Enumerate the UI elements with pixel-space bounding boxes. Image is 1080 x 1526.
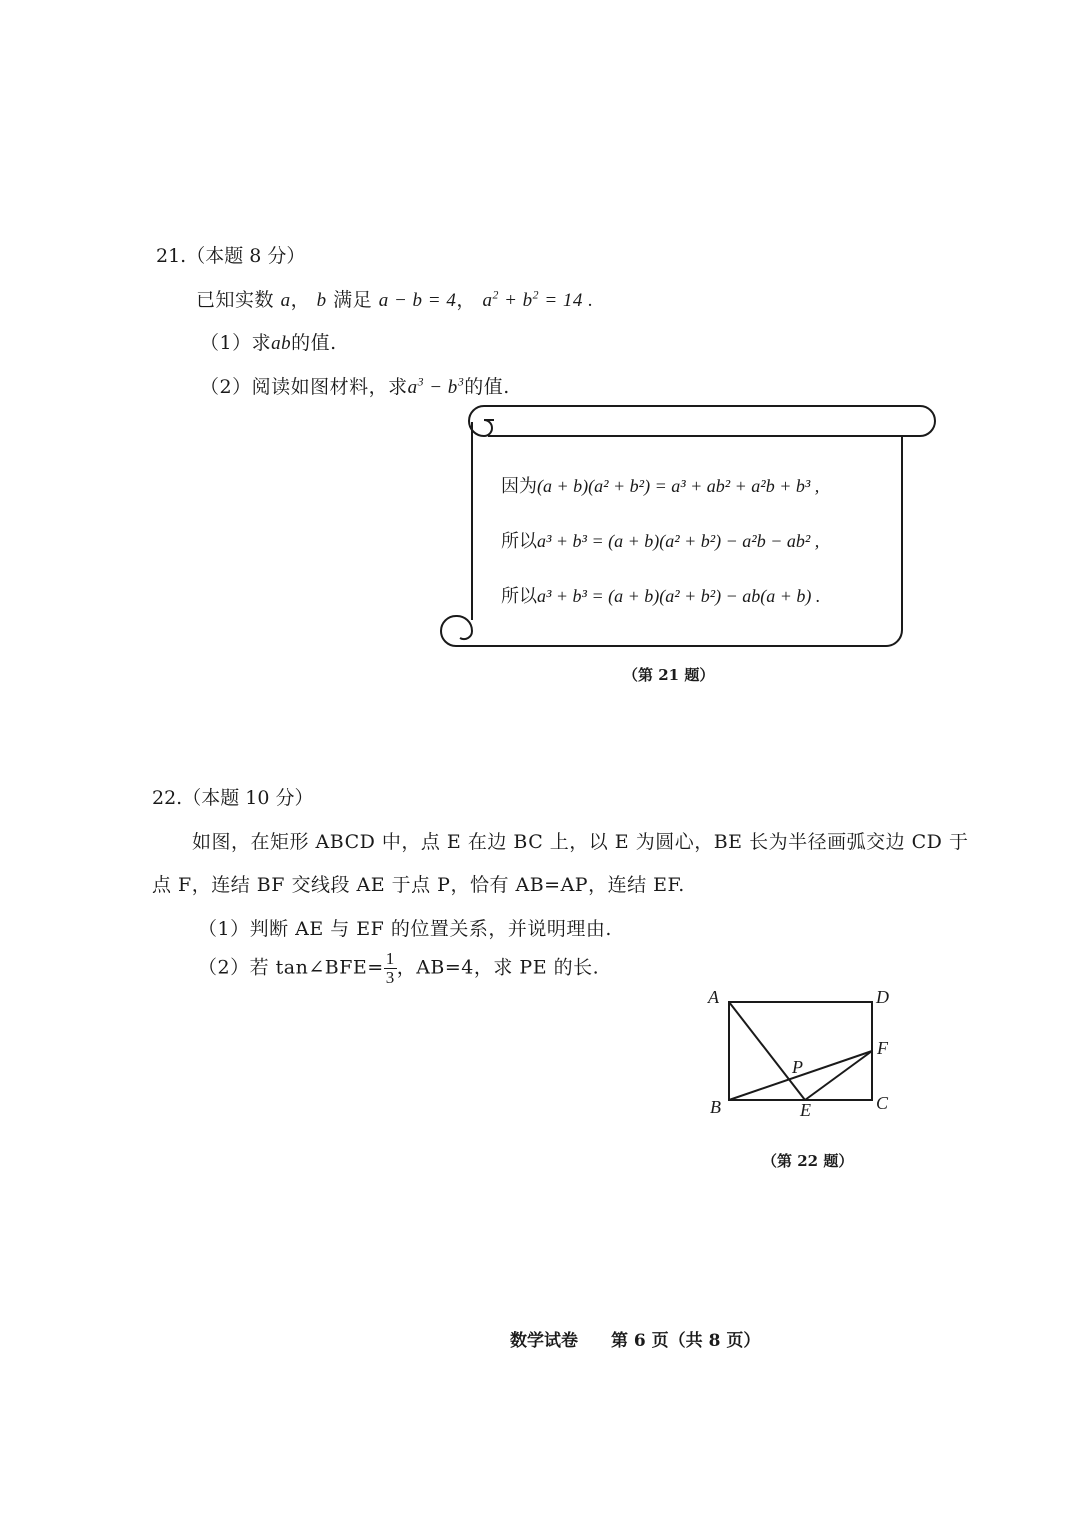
- q21-part2-a: a: [407, 377, 418, 398]
- geometry-figure: [700, 984, 900, 1120]
- q21-var-b: b: [316, 290, 327, 311]
- q22-frac-num: 1: [385, 949, 395, 968]
- q21-condition-1: a − b = 4: [378, 290, 457, 311]
- q21-part2-expr: [408, 377, 465, 398]
- q21-cond2-rest: = 14 .: [539, 290, 594, 311]
- footer-subject: 数学试卷: [510, 1331, 578, 1351]
- scroll-line-2: [501, 527, 819, 553]
- q21-heading: 21.（本题 8 分）: [156, 245, 306, 267]
- scroll-bottom-curl: [456, 616, 472, 639]
- label-d: D: [876, 987, 889, 1007]
- q21-caption: （第 21 题）: [623, 666, 715, 684]
- scroll-line-1: [501, 472, 819, 498]
- q21-cond2-exp2: 2: [532, 288, 540, 302]
- label-a: A: [708, 987, 719, 1007]
- q21-part2-minus: − b: [423, 377, 458, 398]
- scroll-line1-prefix: 因为: [501, 476, 537, 496]
- q21-stem-prefix: 已知实数: [196, 289, 275, 311]
- q21-stem-mid: 满足: [333, 289, 373, 311]
- q21-part2-exp2: 3: [457, 375, 465, 389]
- scroll-bottom-roll: [441, 616, 886, 646]
- q21-part1: [200, 328, 337, 355]
- q21-part2-exp1: 3: [417, 375, 424, 389]
- label-c: C: [876, 1093, 889, 1113]
- q21-var-a: a: [280, 290, 291, 311]
- label-p: P: [792, 1057, 803, 1077]
- q22-part2-prefix: （2）若 tan∠BFE=: [198, 956, 384, 979]
- segment-ae: [729, 1002, 805, 1100]
- q22-heading: 22.（本题 10 分）: [152, 787, 314, 809]
- scroll-line2-expr: a³ + b³ = (a + b)(a² + b²) − a²b − ab² ,: [537, 531, 820, 551]
- q21-cond2-plus: + b: [498, 290, 533, 311]
- q21-part2: [200, 372, 510, 399]
- label-e: E: [800, 1100, 811, 1120]
- q22-fraction: [384, 950, 397, 987]
- q22-part2: [198, 950, 599, 987]
- q22-part1: （1）判断 AE 与 EF 的位置关系，并说明理由.: [198, 918, 612, 940]
- label-b: B: [710, 1097, 721, 1117]
- q21-cond2-base: a: [482, 290, 493, 311]
- scroll-right-edge: [886, 436, 902, 646]
- rectangle-abcd: [729, 1002, 872, 1100]
- q21-part2-tail: 的值.: [464, 376, 510, 398]
- scroll-line2-prefix: 所以: [501, 531, 537, 551]
- scroll-line3-expr: a³ + b³ = (a + b)(a² + b²) − ab(a + b) .: [537, 586, 821, 606]
- scroll-line-3: [501, 582, 820, 608]
- q21-stem: [196, 285, 593, 312]
- scroll-top-roll: [484, 406, 935, 436]
- q22-part2-suffix: ，AB=4，求 PE 的长.: [396, 956, 600, 979]
- label-f: F: [877, 1038, 888, 1058]
- q21-part1-tail: 的值.: [291, 332, 337, 354]
- q21-cond2-exp1: 2: [492, 288, 499, 302]
- q22-stem-line-1: 如图，在矩形 ABCD 中，点 E 在边 BC 上，以 E 为圆心，BE 长为半径画弧交边 CD 于: [192, 831, 969, 853]
- footer-page: 第 6 页（共 8 页）: [611, 1331, 761, 1351]
- q21-sep: ，: [290, 289, 311, 311]
- q22-stem-line-2: 点 F，连结 BF 交线段 AE 于点 P，恰有 AB=AP，连结 EF.: [152, 874, 685, 896]
- segment-ef: [805, 1051, 872, 1100]
- q21-part2-label: （2）阅读如图材料，求: [200, 376, 408, 398]
- q21-part1-var: ab: [271, 333, 292, 354]
- q22-frac-den: 3: [385, 968, 395, 987]
- scroll-line3-prefix: 所以: [501, 586, 537, 606]
- scroll-line1-expr: (a + b)(a² + b²) = a³ + ab² + a²b + b³ ,: [537, 476, 820, 496]
- q21-condition-2: [482, 290, 593, 311]
- q21-part1-label: （1）求: [200, 332, 272, 354]
- q21-cond-sep: ，: [456, 289, 476, 311]
- q22-caption: （第 22 题）: [762, 1152, 854, 1170]
